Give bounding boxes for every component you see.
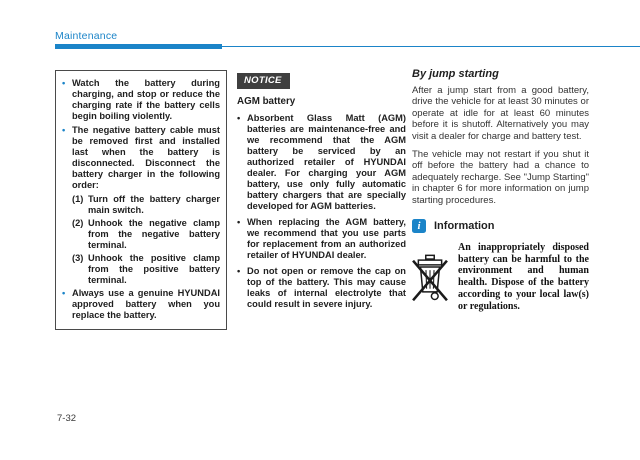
item-text: The negative battery cable must be removed first and installed last when the battery is disconnected. Disconnect the battery charger in the following order: [72, 125, 220, 190]
bullet-marker: • [237, 217, 241, 227]
numbered-item [72, 194, 220, 216]
header-rule-thin [222, 46, 640, 47]
bullet-item [62, 125, 220, 191]
item-text: Do not open or remove the cap on top of the battery. This may cause leaks of internal electrolyte that could result in severe injury. [247, 266, 406, 309]
bullet-item [62, 288, 220, 321]
item-text: Unhook the positive clamp from the positive battery terminal. [88, 253, 220, 285]
numbered-item [72, 253, 220, 286]
bullet-marker: • [62, 78, 66, 88]
bullet-item [237, 113, 406, 212]
paragraph: After a jump start from a good battery, drive the vehicle for at least 30 minutes or operate at idle for at least 60 minutes before it is shutoff. Alternatively you may visit a dealer for charge and battery test. [412, 85, 589, 142]
agm-battery-heading: AGM battery [237, 96, 296, 107]
information-body [412, 242, 589, 312]
notice-section [237, 70, 406, 310]
information-text: An inappropriately disposed battery can be harmful to the environment and human health. Dispose of the battery according to your local law(s) or regulations. [458, 242, 589, 312]
item-text: Absorbent Glass Matt (AGM) batteries are maintenance-free and we recommend that the AGM battery be serviced by an authorized retailer of HYUNDAI dealer. For charging your AGM battery, use only fully automatic battery chargers that are specially developed for AGM batteries. [247, 113, 406, 211]
notice-list [237, 113, 406, 310]
jump-starting-paragraphs [412, 85, 589, 206]
page-number: 7-32 [57, 413, 77, 424]
warning-box-list [62, 78, 220, 321]
paragraph: The vehicle may not restart if you shut it off before the battery had a chance to adequately recharge. See "Jump Starting" in chapter 6 for more information on jump starting procedures. [412, 149, 589, 206]
bullet-item [62, 78, 220, 122]
notice-badge: NOTICE [237, 73, 290, 89]
bullet-item [237, 266, 406, 310]
item-number: (3) [72, 253, 84, 263]
numbered-item [72, 218, 220, 251]
header-rule-thick [55, 44, 222, 49]
item-text: Always use a genuine HYUNDAI approved battery when you replace the battery. [72, 288, 220, 320]
bullet-item [237, 217, 406, 261]
item-number: (2) [72, 218, 84, 228]
information-heading: Information [434, 220, 495, 233]
item-text: When replacing the AGM battery, we recommend that you use parts for replacement from an authorized retailer of HYUNDAI dealer. [247, 217, 406, 260]
battery-warning-box [55, 70, 227, 330]
item-text: Turn off the battery charger main switch. [88, 194, 220, 215]
jump-starting-heading: By jump starting [412, 68, 499, 80]
page-header-title: Maintenance [55, 30, 118, 42]
bullet-marker: • [62, 288, 66, 298]
item-number: (1) [72, 194, 84, 204]
bullet-marker: • [237, 266, 241, 276]
right-column [412, 68, 589, 312]
item-text: Unhook the negative clamp from the negative battery terminal. [88, 218, 220, 250]
crossed-out-wheeled-bin-icon [412, 244, 448, 312]
info-icon: i [412, 219, 426, 233]
bullet-marker: • [237, 113, 241, 123]
left-column [55, 70, 227, 330]
bullet-marker: • [62, 125, 66, 135]
information-header [412, 219, 589, 233]
item-text: Watch the battery during charging, and stop or reduce the charging rate if the battery cells begin boiling violently. [72, 78, 220, 121]
